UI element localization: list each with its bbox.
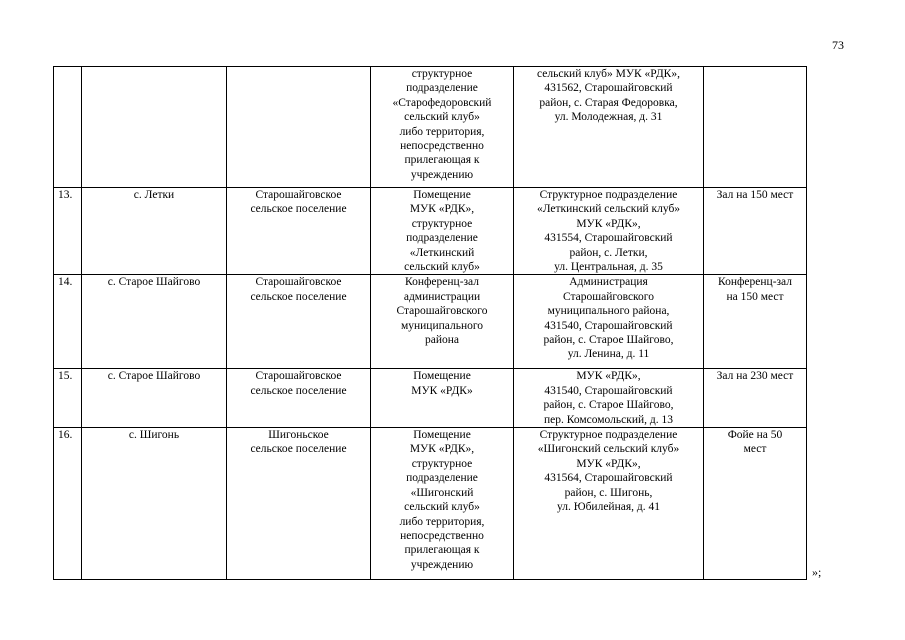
cell-line: МУК «РДК», <box>409 443 475 456</box>
table-row <box>54 188 807 275</box>
cell-line: сельский клуб» <box>404 261 480 274</box>
cell-line: Помещение <box>413 429 471 442</box>
cell-line: структурное <box>411 217 473 230</box>
cell-line: сельский клуб» <box>404 111 480 124</box>
cell-line: район, с. Старое Шайгово, <box>543 334 674 347</box>
cell-line: МУК «РДК» <box>411 384 473 397</box>
capacity-cell <box>704 428 807 580</box>
cell-line: Зал на 150 мест <box>716 189 794 201</box>
cell-line: муниципального района, <box>547 305 670 318</box>
settlement-cell <box>82 369 227 428</box>
table-row <box>54 67 807 188</box>
municipality-cell <box>227 275 371 369</box>
cell-line: района <box>424 334 460 347</box>
address-cell <box>514 428 704 580</box>
closing-quote: »; <box>812 565 822 579</box>
cell-line: Помещение <box>413 189 471 201</box>
settlement-cell <box>82 428 227 580</box>
cell-line: сельский клуб» МУК «РДК», <box>537 68 680 80</box>
capacity-cell <box>704 275 807 369</box>
cell-text: 13. <box>58 189 73 201</box>
cell-line: пер. Комсомольский, д. 13 <box>543 413 673 426</box>
settlement-cell <box>82 67 227 188</box>
cell-line: 431564, Старошайговский <box>544 472 673 485</box>
cell-line: структурное <box>411 457 473 470</box>
cell-line: ул. Юбилейная, д. 41 <box>557 501 660 514</box>
address-cell <box>514 275 704 369</box>
row-number <box>54 67 82 188</box>
cell-line: МУК «РДК», <box>576 217 641 230</box>
municipality-cell <box>227 369 371 428</box>
cell-line: 431554, Старошайговский <box>544 232 673 245</box>
cell-line: район, с. Старая Федоровка, <box>539 96 678 109</box>
page-number: 73 <box>832 38 844 52</box>
table-row <box>54 428 807 580</box>
venue-cell <box>371 188 514 275</box>
settlement-cell <box>82 275 227 369</box>
cell-line: администрации <box>403 290 481 303</box>
cell-line: «Леткинский сельский клуб» <box>536 203 681 216</box>
cell-line: подразделение <box>406 82 478 95</box>
cell-line: ул. Центральная, д. 35 <box>554 261 663 274</box>
cell-line: Старошайговское <box>255 370 342 383</box>
cell-line: район, с. Старое Шайгово, <box>543 399 674 412</box>
cell-line: «Старофедоровский <box>392 96 492 109</box>
cell-line: Шигоньское <box>268 429 329 442</box>
cell-line: 431562, Старошайговский <box>544 82 673 95</box>
cell-line: Старошайговское <box>255 276 342 289</box>
cell-line: мест <box>743 443 767 456</box>
municipality-cell <box>227 67 371 188</box>
cell-line: Старошайговского <box>563 290 654 303</box>
venue-cell <box>371 67 514 188</box>
cell-line: Структурное подразделение <box>539 189 678 201</box>
cell-line: подразделение <box>406 472 478 485</box>
cell-line: Структурное подразделение <box>539 429 678 442</box>
cell-line: учреждению <box>410 168 474 181</box>
capacity-cell <box>704 188 807 275</box>
cell-line: Администрация <box>569 276 648 289</box>
cell-line: сельское поселение <box>250 443 347 456</box>
cell-text: 15. <box>58 370 73 383</box>
cell-line: район, с. Летки, <box>569 246 648 259</box>
cell-line: «Шигонский <box>410 486 474 499</box>
cell-line: сельский клуб» <box>404 501 480 514</box>
cell-line: 431540, Старошайговский <box>544 319 673 332</box>
cell-line: либо территория, <box>399 515 485 528</box>
capacity-cell <box>704 369 807 428</box>
address-cell <box>514 67 704 188</box>
municipality-cell <box>227 428 371 580</box>
cell-line: МУК «РДК», <box>576 370 641 383</box>
row-number <box>54 188 82 275</box>
cell-line: Помещение <box>413 370 471 383</box>
cell-line: сельское поселение <box>250 384 347 397</box>
cell-line: прилегающая к <box>404 154 480 167</box>
cell-line: «Шигонский сельский клуб» <box>537 443 680 456</box>
row-number <box>54 369 82 428</box>
cell-line: Фойе на 50 <box>727 429 783 442</box>
cell-line: структурное <box>411 68 473 80</box>
cell-text: с. Летки <box>133 189 175 201</box>
cell-line: на 150 мест <box>726 290 784 303</box>
cell-line: ул. Ленина, д. 11 <box>567 348 650 361</box>
cell-line: непосредственно <box>400 140 484 153</box>
table-row <box>54 275 807 369</box>
municipality-cell <box>227 188 371 275</box>
cell-text: 16. <box>58 429 73 442</box>
cell-line: Конференц-зал <box>717 276 793 289</box>
cell-line: либо территория, <box>399 125 485 138</box>
cell-line: район, с. Шигонь, <box>564 486 653 499</box>
cell-line: непосредственно <box>400 529 484 542</box>
cell-line: Старошайговского <box>396 305 488 318</box>
row-number <box>54 428 82 580</box>
cell-line: прилегающая к <box>404 544 480 557</box>
cell-line: подразделение <box>406 232 478 245</box>
venue-cell <box>371 275 514 369</box>
cell-line: сельское поселение <box>250 203 347 216</box>
cell-line: МУК «РДК», <box>409 203 475 216</box>
cell-line: Зал на 230 мест <box>716 370 794 383</box>
row-number <box>54 275 82 369</box>
cell-text: 14. <box>58 276 73 289</box>
cell-line: муниципального <box>400 319 484 332</box>
cell-line: сельское поселение <box>250 290 347 303</box>
venue-cell <box>371 369 514 428</box>
settlement-cell <box>82 188 227 275</box>
address-cell <box>514 369 704 428</box>
cell-text: с. Шигонь <box>128 429 180 442</box>
cell-line: МУК «РДК», <box>576 457 641 470</box>
table-row <box>54 369 807 428</box>
cell-line: Старошайговское <box>255 189 342 201</box>
capacity-cell <box>704 67 807 188</box>
cell-line: Конференц-зал <box>404 276 480 289</box>
cell-text: с. Старое Шайгово <box>107 276 201 289</box>
cell-line: ул. Молодежная, д. 31 <box>554 111 663 124</box>
venue-cell <box>371 428 514 580</box>
polling-venues-table <box>53 66 807 580</box>
cell-line: учреждению <box>410 558 474 571</box>
address-cell <box>514 188 704 275</box>
cell-line: «Леткинский <box>409 246 475 259</box>
cell-line: 431540, Старошайговский <box>544 384 673 397</box>
cell-text: с. Старое Шайгово <box>107 370 201 383</box>
